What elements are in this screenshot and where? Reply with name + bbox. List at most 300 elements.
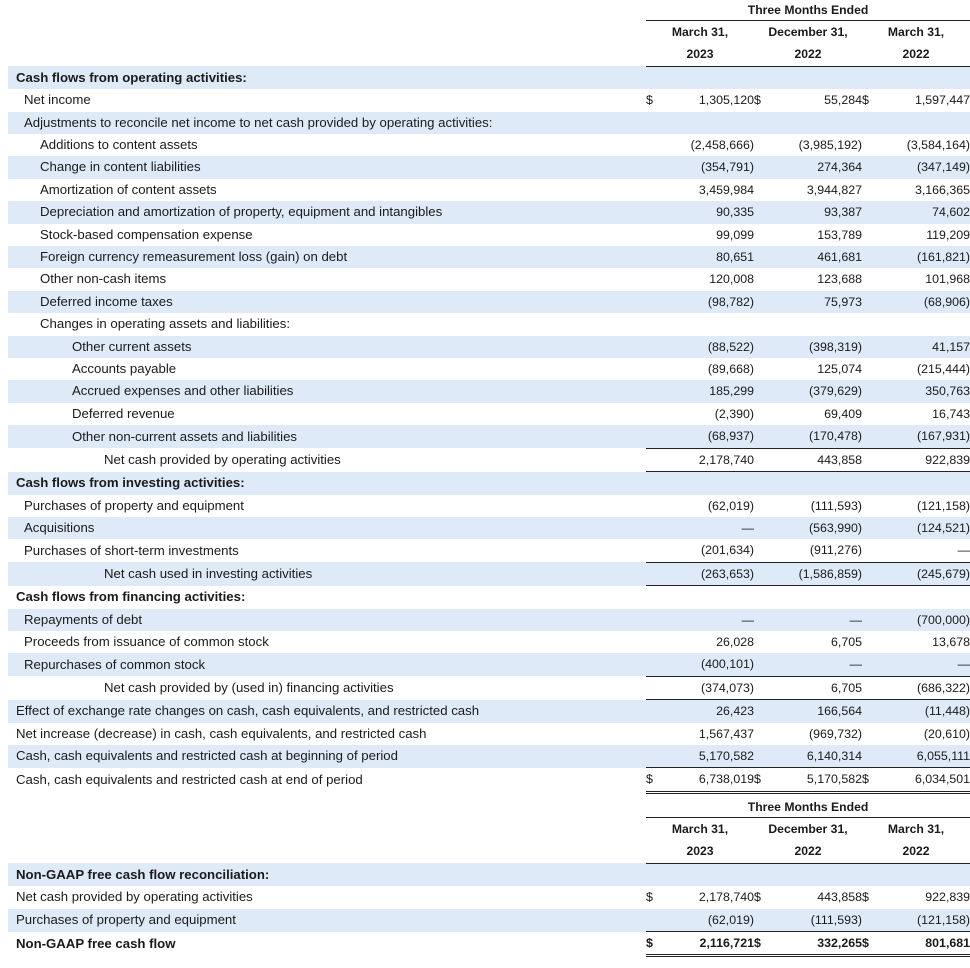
currency-symbol: $ bbox=[754, 932, 770, 956]
currency-symbol bbox=[862, 745, 878, 768]
cell-value: 93,387 bbox=[770, 201, 862, 223]
cell-value: (201,634) bbox=[662, 539, 754, 562]
table-row-net-cash-provided-by-operating-activities bbox=[8, 886, 970, 908]
cell-value: (68,937) bbox=[662, 425, 754, 448]
cell-value: 461,681 bbox=[770, 246, 862, 268]
currency-symbol bbox=[646, 472, 662, 495]
currency-symbol bbox=[646, 112, 662, 134]
currency-symbol bbox=[646, 358, 662, 380]
currency-symbol bbox=[646, 268, 662, 290]
currency-symbol: $ bbox=[754, 93, 761, 108]
section-header-cash-flows-from-operating-activities bbox=[8, 66, 970, 89]
cash-flow-statement-table bbox=[8, 0, 970, 794]
cell-value: 443,858 bbox=[770, 448, 862, 471]
cell-value: (2,390) bbox=[714, 406, 754, 421]
row-label: Changes in operating assets and liabilities: bbox=[40, 316, 290, 332]
currency-symbol bbox=[646, 224, 662, 246]
currency-symbol: $ bbox=[646, 768, 662, 792]
currency-symbol bbox=[862, 403, 878, 425]
cell-value: 26,423 bbox=[662, 700, 754, 723]
cash-flow-rows bbox=[8, 66, 970, 792]
currency-symbol bbox=[862, 700, 878, 723]
cell-value: (68,906) bbox=[878, 291, 970, 313]
cell-value bbox=[770, 66, 862, 89]
cell-value bbox=[878, 112, 970, 134]
table-row-acquisitions bbox=[8, 517, 970, 539]
currency-symbol bbox=[754, 448, 770, 471]
table-row-cash-cash-equivalents-and-restricted-cash-at-beginning-of-pe bbox=[8, 745, 970, 768]
cell-value: 99,099 bbox=[716, 227, 754, 242]
row-label: Net cash provided by operating activities bbox=[104, 451, 341, 467]
currency-symbol bbox=[754, 112, 770, 134]
cell-value: 75,973 bbox=[770, 291, 862, 313]
currency-symbol bbox=[862, 291, 878, 313]
currency-symbol: $ bbox=[754, 768, 770, 792]
currency-symbol bbox=[862, 631, 878, 653]
table-row-other-current-assets bbox=[8, 336, 970, 358]
currency-symbol bbox=[754, 539, 770, 562]
table-row-net-increase-decrease-in-cash-cash-equivalents-and-restricte bbox=[8, 723, 970, 745]
currency-symbol bbox=[862, 448, 878, 471]
table-row-purchases-of-short-term-investments bbox=[8, 539, 970, 562]
currency-symbol bbox=[646, 495, 662, 517]
row-label: Cash flows from operating activities: bbox=[8, 66, 646, 89]
cell-value: (62,019) bbox=[707, 498, 754, 513]
cell-value: (911,276) bbox=[770, 539, 862, 562]
table-row-additions-to-content-assets bbox=[8, 134, 970, 156]
three-months-ended-header: Three Months Ended bbox=[646, 0, 970, 21]
cell-value bbox=[770, 586, 862, 609]
cell-value: (170,478) bbox=[770, 425, 862, 448]
table-row-depreciation-and-amortization-of-property-equipment-and-inta bbox=[8, 201, 970, 223]
fcf-rows bbox=[8, 863, 970, 956]
cell-value bbox=[878, 472, 970, 495]
row-label: Depreciation and amortization of property, equipment and intangibles bbox=[8, 201, 646, 223]
table-row-amortization-of-content-assets bbox=[8, 179, 970, 201]
cell-value: 6,140,314 bbox=[770, 745, 862, 768]
row-label: Proceeds from issuance of common stock bbox=[24, 633, 269, 649]
currency-symbol bbox=[646, 403, 662, 425]
currency-symbol bbox=[646, 448, 662, 471]
cell-value: 13,678 bbox=[932, 634, 970, 649]
currency-symbol bbox=[754, 495, 770, 517]
row-label: Cash flows from investing activities: bbox=[8, 472, 646, 495]
currency-symbol bbox=[754, 562, 770, 585]
row-label: Net increase (decrease) in cash, cash equivalents, and restricted cash bbox=[16, 725, 427, 741]
cell-value: (88,522) bbox=[662, 336, 754, 358]
cell-value: 80,651 bbox=[662, 246, 754, 268]
currency-symbol bbox=[646, 380, 662, 402]
cell-value: (3,584,164) bbox=[906, 138, 970, 153]
currency-symbol bbox=[646, 586, 662, 609]
cell-value: 41,157 bbox=[878, 336, 970, 358]
currency-symbol bbox=[646, 246, 662, 268]
currency-symbol bbox=[646, 291, 662, 313]
cell-value: 120,008 bbox=[709, 272, 754, 287]
fcf-three-months-ended-header: Three Months Ended bbox=[646, 797, 970, 818]
currency-symbol bbox=[754, 863, 770, 886]
row-label: Adjustments to reconcile net income to net cash provided by operating activities: bbox=[8, 112, 646, 134]
currency-symbol bbox=[754, 631, 770, 653]
cell-value: (398,319) bbox=[770, 336, 862, 358]
fcf-column-header-march-2023: March 31, 2023 bbox=[646, 818, 754, 864]
currency-symbol bbox=[862, 179, 878, 201]
currency-symbol bbox=[862, 676, 878, 699]
currency-symbol bbox=[754, 723, 770, 745]
currency-symbol bbox=[646, 201, 662, 223]
cell-value bbox=[878, 586, 970, 609]
currency-symbol bbox=[646, 562, 662, 585]
cell-value: (969,732) bbox=[808, 726, 862, 741]
cell-value: 6,034,501 bbox=[878, 768, 970, 792]
currency-symbol bbox=[646, 134, 662, 156]
table-row-stock-based-compensation-expense bbox=[8, 224, 970, 246]
currency-symbol bbox=[862, 66, 878, 89]
cell-value: 3,166,365 bbox=[914, 182, 970, 197]
currency-symbol bbox=[646, 66, 662, 89]
row-label: Other non-cash items bbox=[40, 271, 167, 287]
cell-value: (121,158) bbox=[917, 498, 970, 513]
cell-value bbox=[662, 472, 754, 495]
table-row-net-cash-provided-by-used-in-financing-activities bbox=[8, 676, 970, 699]
cell-value: (700,000) bbox=[878, 609, 970, 631]
currency-symbol bbox=[754, 653, 770, 676]
cell-value: 6,738,019 bbox=[662, 768, 754, 792]
table-row-cash-cash-equivalents-and-restricted-cash-at-end-of-period bbox=[8, 768, 970, 792]
cell-value: 119,209 bbox=[926, 227, 970, 242]
cell-value: 6,705 bbox=[770, 676, 862, 699]
cell-value: 922,839 bbox=[925, 890, 970, 905]
currency-symbol: $ bbox=[862, 768, 878, 792]
cell-value: — bbox=[662, 517, 754, 539]
currency-symbol bbox=[754, 201, 770, 223]
cell-value bbox=[878, 863, 970, 886]
cell-value: 350,763 bbox=[878, 380, 970, 402]
cell-value: — bbox=[878, 539, 970, 562]
currency-symbol: $ bbox=[646, 890, 653, 905]
column-header-december-2022: December 31, 2022 bbox=[754, 21, 862, 67]
currency-symbol bbox=[754, 291, 770, 313]
cell-value: 801,681 bbox=[878, 932, 970, 956]
cell-value: (89,668) bbox=[707, 362, 754, 377]
cell-value: 5,170,582 bbox=[770, 768, 862, 792]
row-label: Acquisitions bbox=[8, 517, 646, 539]
row-label: Net cash provided by (used in) financing activities bbox=[104, 679, 394, 695]
row-label: Non-GAAP free cash flow bbox=[16, 935, 176, 951]
currency-symbol bbox=[862, 380, 878, 402]
currency-symbol bbox=[646, 631, 662, 653]
currency-symbol bbox=[862, 268, 878, 290]
currency-symbol bbox=[754, 472, 770, 495]
currency-symbol bbox=[862, 358, 878, 380]
currency-symbol: $ bbox=[646, 93, 653, 108]
currency-symbol bbox=[754, 336, 770, 358]
cell-value: — bbox=[662, 609, 754, 631]
row-label: Repurchases of common stock bbox=[8, 653, 646, 676]
currency-symbol bbox=[862, 112, 878, 134]
cell-value bbox=[770, 472, 862, 495]
row-label: Cash flows from financing activities: bbox=[16, 588, 246, 604]
table-row-deferred-revenue bbox=[8, 403, 970, 425]
currency-symbol bbox=[862, 425, 878, 448]
table-row-net-cash-used-in-investing-activities bbox=[8, 562, 970, 585]
table-row-repayments-of-debt bbox=[8, 609, 970, 631]
currency-symbol bbox=[646, 723, 662, 745]
currency-symbol bbox=[862, 156, 878, 178]
row-label: Amortization of content assets bbox=[40, 181, 217, 197]
fcf-column-header-march-2022: March 31, 2022 bbox=[862, 818, 970, 864]
cell-value bbox=[662, 66, 754, 89]
row-label: Net cash used in investing activities bbox=[8, 562, 646, 585]
cell-value bbox=[662, 313, 754, 335]
cell-value: 922,839 bbox=[878, 448, 970, 471]
cell-value: (563,990) bbox=[770, 517, 862, 539]
table-row-changes-in-operating-assets-and-liabilities bbox=[8, 313, 970, 335]
cell-value: 16,743 bbox=[932, 406, 970, 421]
cell-value bbox=[770, 313, 862, 335]
row-label: Net cash provided by operating activities bbox=[16, 889, 253, 905]
section-header-cash-flows-from-investing-activities bbox=[8, 472, 970, 495]
cell-value: 5,170,582 bbox=[662, 745, 754, 768]
currency-symbol bbox=[754, 66, 770, 89]
currency-symbol bbox=[646, 653, 662, 676]
cell-value: 166,564 bbox=[770, 700, 862, 723]
cell-value: — bbox=[770, 609, 862, 631]
table-row-net-cash-provided-by-operating-activities bbox=[8, 448, 970, 471]
cell-value: (374,073) bbox=[662, 676, 754, 699]
fcf-column-header-december-2022: December 31, 2022 bbox=[754, 818, 862, 864]
cell-value: (347,149) bbox=[878, 156, 970, 178]
cell-value: (124,521) bbox=[878, 517, 970, 539]
cell-value: (379,629) bbox=[770, 380, 862, 402]
currency-symbol bbox=[646, 336, 662, 358]
row-label: Stock-based compensation expense bbox=[40, 226, 253, 242]
currency-symbol: $ bbox=[646, 932, 662, 956]
currency-symbol bbox=[646, 676, 662, 699]
cell-value: 443,858 bbox=[817, 890, 862, 905]
cell-value: (167,931) bbox=[878, 425, 970, 448]
section-header-cash-flows-from-financing-activities bbox=[8, 586, 970, 609]
cell-value: (62,019) bbox=[662, 909, 754, 932]
cell-value: 2,116,721 bbox=[662, 932, 754, 956]
cell-value: (111,593) bbox=[810, 498, 862, 513]
column-header-march-2023: March 31, 2023 bbox=[646, 21, 754, 67]
currency-symbol bbox=[646, 700, 662, 723]
cell-value: 123,688 bbox=[817, 272, 862, 287]
cell-value: — bbox=[770, 653, 862, 676]
currency-symbol bbox=[862, 313, 878, 335]
cell-value: 2,178,740 bbox=[698, 890, 754, 905]
cell-value: 69,409 bbox=[824, 406, 862, 421]
currency-symbol bbox=[862, 246, 878, 268]
table-row-other-non-cash-items bbox=[8, 268, 970, 290]
cell-value bbox=[770, 112, 862, 134]
cell-value: 74,602 bbox=[878, 201, 970, 223]
cell-value: 153,789 bbox=[817, 227, 862, 242]
currency-symbol bbox=[754, 909, 770, 932]
row-label: Effect of exchange rate changes on cash, cash equivalents, and restricted cash bbox=[8, 700, 646, 723]
currency-symbol bbox=[862, 653, 878, 676]
cell-value: 101,968 bbox=[925, 272, 970, 287]
row-label: Change in content liabilities bbox=[8, 156, 646, 178]
free-cash-flow-reconciliation-table bbox=[8, 797, 970, 957]
row-label: Non-GAAP free cash flow reconciliation: bbox=[8, 863, 646, 886]
cell-value bbox=[662, 863, 754, 886]
currency-symbol bbox=[862, 723, 878, 745]
currency-symbol bbox=[754, 700, 770, 723]
cell-value bbox=[662, 112, 754, 134]
row-label: Deferred revenue bbox=[72, 405, 175, 421]
column-header-march-2022: March 31, 2022 bbox=[862, 21, 970, 67]
currency-symbol bbox=[862, 586, 878, 609]
cell-value: 6,705 bbox=[830, 634, 862, 649]
cell-value: 332,265 bbox=[770, 932, 862, 956]
currency-symbol bbox=[862, 539, 878, 562]
cell-value: (2,458,666) bbox=[690, 138, 754, 153]
currency-symbol bbox=[754, 745, 770, 768]
section-header-non-gaap-free-cash-flow-reconciliation bbox=[8, 863, 970, 886]
cell-value: (354,791) bbox=[662, 156, 754, 178]
currency-symbol bbox=[646, 156, 662, 178]
cell-value bbox=[662, 586, 754, 609]
row-label: Accounts payable bbox=[72, 361, 177, 377]
currency-symbol bbox=[862, 495, 878, 517]
currency-symbol bbox=[862, 134, 878, 156]
currency-symbol bbox=[646, 909, 662, 932]
row-label: Other current assets bbox=[8, 336, 646, 358]
row-label: Foreign currency remeasurement loss (gain) on debt bbox=[8, 246, 646, 268]
table-row-proceeds-from-issuance-of-common-stock bbox=[8, 631, 970, 653]
cell-value: (161,821) bbox=[878, 246, 970, 268]
cell-value: (215,444) bbox=[917, 362, 970, 377]
table-row-accounts-payable bbox=[8, 358, 970, 380]
currency-symbol bbox=[646, 539, 662, 562]
row-label: Accrued expenses and other liabilities bbox=[8, 380, 646, 402]
currency-symbol bbox=[646, 179, 662, 201]
cell-value: (3,985,192) bbox=[798, 138, 862, 153]
currency-symbol: $ bbox=[754, 890, 761, 905]
table-row-purchases-of-property-and-equipment bbox=[8, 909, 970, 932]
table-row-other-non-current-assets-and-liabilities bbox=[8, 425, 970, 448]
currency-symbol bbox=[754, 425, 770, 448]
cell-value: 3,459,984 bbox=[698, 182, 754, 197]
currency-symbol bbox=[862, 472, 878, 495]
currency-symbol bbox=[754, 586, 770, 609]
table-row-adjustments-to-reconcile-net-income-to-net-cash-provided-by- bbox=[8, 112, 970, 134]
cell-value: (400,101) bbox=[662, 653, 754, 676]
table-row-effect-of-exchange-rate-changes-on-cash-cash-equivalents-and bbox=[8, 700, 970, 723]
cell-value: 1,597,447 bbox=[914, 93, 970, 108]
table-row-purchases-of-property-and-equipment bbox=[8, 495, 970, 517]
row-label: Purchases of property and equipment bbox=[24, 497, 244, 513]
cell-value: 2,178,740 bbox=[662, 448, 754, 471]
currency-symbol bbox=[862, 609, 878, 631]
currency-symbol bbox=[754, 517, 770, 539]
currency-symbol bbox=[646, 609, 662, 631]
cell-value: 3,944,827 bbox=[806, 182, 862, 197]
table-row-non-gaap-free-cash-flow bbox=[8, 932, 970, 956]
currency-symbol bbox=[754, 179, 770, 201]
cell-value: (20,610) bbox=[923, 726, 970, 741]
cell-value: 125,074 bbox=[817, 362, 862, 377]
currency-symbol: $ bbox=[862, 932, 878, 956]
cell-value: 90,335 bbox=[662, 201, 754, 223]
currency-symbol bbox=[862, 517, 878, 539]
currency-symbol bbox=[754, 156, 770, 178]
cell-value: (1,586,859) bbox=[770, 562, 862, 585]
cell-value: (686,322) bbox=[878, 676, 970, 699]
row-label: Cash, cash equivalents and restricted cash at beginning of period bbox=[8, 745, 646, 768]
cell-value: (245,679) bbox=[878, 562, 970, 585]
cell-value: 6,055,111 bbox=[878, 745, 970, 768]
table-row-deferred-income-taxes bbox=[8, 291, 970, 313]
cell-value: (121,158) bbox=[878, 909, 970, 932]
cell-value: — bbox=[878, 653, 970, 676]
currency-symbol bbox=[754, 676, 770, 699]
currency-symbol: $ bbox=[862, 890, 869, 905]
currency-symbol bbox=[862, 863, 878, 886]
currency-symbol bbox=[754, 403, 770, 425]
currency-symbol bbox=[862, 224, 878, 246]
cell-value bbox=[770, 863, 862, 886]
currency-symbol bbox=[754, 609, 770, 631]
cell-value: 26,028 bbox=[716, 634, 754, 649]
currency-symbol bbox=[646, 425, 662, 448]
table-row-accrued-expenses-and-other-liabilities bbox=[8, 380, 970, 402]
cell-value: (111,593) bbox=[770, 909, 862, 932]
row-label: Purchases of short-term investments bbox=[24, 542, 239, 558]
cell-value: (11,448) bbox=[878, 700, 970, 723]
currency-symbol bbox=[754, 246, 770, 268]
table-row-repurchases-of-common-stock bbox=[8, 653, 970, 676]
row-label: Deferred income taxes bbox=[8, 291, 646, 313]
currency-symbol bbox=[754, 380, 770, 402]
cell-value: 274,364 bbox=[770, 156, 862, 178]
cell-value bbox=[878, 66, 970, 89]
cell-value bbox=[878, 313, 970, 335]
currency-symbol bbox=[754, 358, 770, 380]
cell-value: (98,782) bbox=[662, 291, 754, 313]
row-label: Net income bbox=[24, 92, 91, 108]
row-label: Additions to content assets bbox=[40, 137, 198, 153]
currency-symbol bbox=[862, 562, 878, 585]
currency-symbol bbox=[646, 745, 662, 768]
currency-symbol bbox=[862, 336, 878, 358]
currency-symbol bbox=[862, 909, 878, 932]
currency-symbol bbox=[646, 517, 662, 539]
row-label: Cash, cash equivalents and restricted cash at end of period bbox=[16, 771, 363, 787]
cell-value: 1,567,437 bbox=[698, 726, 754, 741]
currency-symbol bbox=[646, 863, 662, 886]
table-row-change-in-content-liabilities bbox=[8, 156, 970, 178]
currency-symbol bbox=[646, 313, 662, 335]
currency-symbol bbox=[754, 134, 770, 156]
row-label: Repayments of debt bbox=[8, 609, 646, 631]
currency-symbol bbox=[754, 313, 770, 335]
currency-symbol: $ bbox=[862, 93, 869, 108]
currency-symbol bbox=[862, 201, 878, 223]
currency-symbol bbox=[754, 268, 770, 290]
cell-value: 185,299 bbox=[662, 380, 754, 402]
cell-value: (263,653) bbox=[662, 562, 754, 585]
row-label: Other non-current assets and liabilities bbox=[8, 425, 646, 448]
currency-symbol bbox=[754, 224, 770, 246]
table-row-net-income bbox=[8, 89, 970, 111]
row-label: Purchases of property and equipment bbox=[8, 909, 646, 932]
cell-value: 55,284 bbox=[824, 93, 862, 108]
table-row-foreign-currency-remeasurement-loss-gain-on-debt bbox=[8, 246, 970, 268]
cell-value: 1,305,120 bbox=[698, 93, 754, 108]
